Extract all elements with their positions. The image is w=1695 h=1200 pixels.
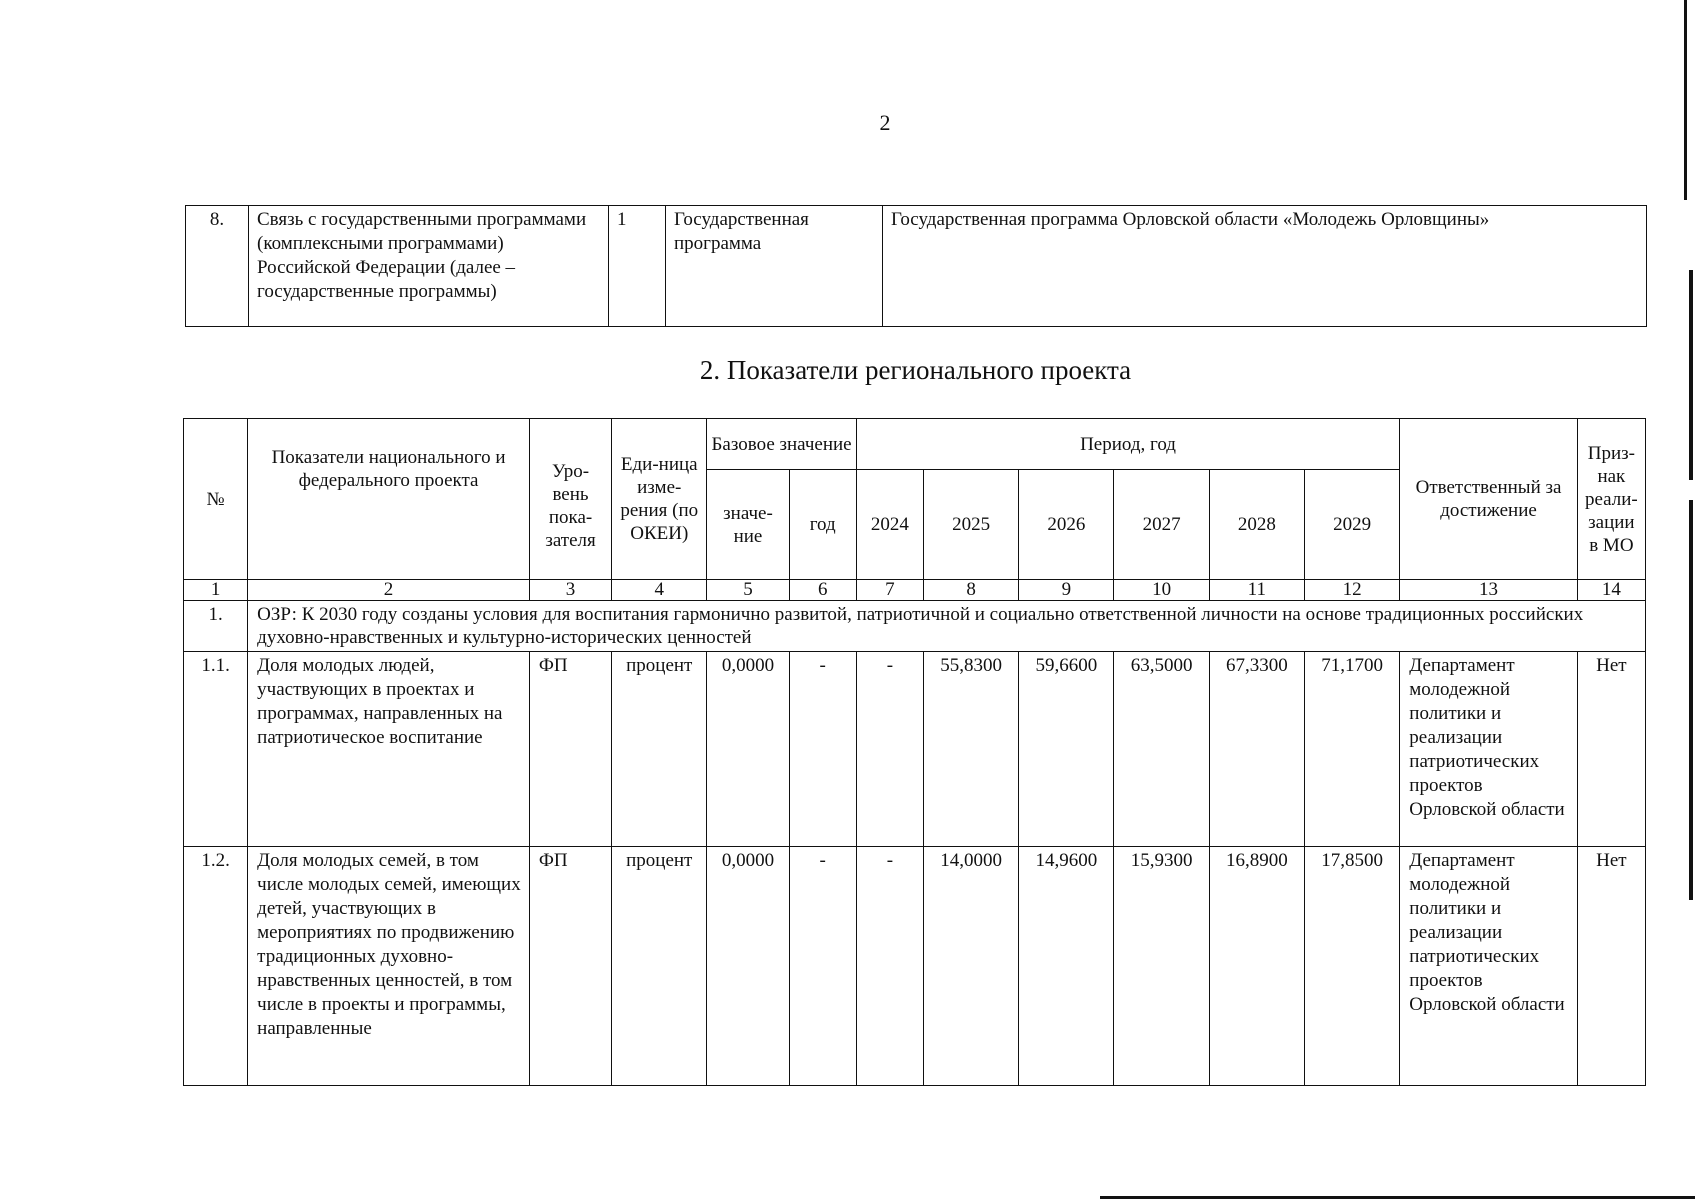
header-row-top: [184, 419, 1646, 470]
row-number: 1.2.: [184, 847, 248, 1086]
row-value-2024: -: [856, 847, 923, 1086]
goal-text: ОЗР: К 2030 году созданы условия для воспитания гармонично развитой, патриотичной и социально ответственной личности на основе традиционных российских духовно-нравственных и культурно-исторических ценностей: [248, 601, 1646, 652]
header-responsible: Ответственный за достижение: [1400, 419, 1577, 580]
header-year: 2025: [923, 470, 1018, 580]
header-base-value: значе-ние: [707, 470, 789, 580]
row-base-year: -: [789, 847, 856, 1086]
row-unit: процент: [612, 847, 707, 1086]
row-level: ФП: [529, 847, 611, 1086]
row-value-2029: 17,8500: [1304, 847, 1399, 1086]
scan-edge-mark: [1689, 500, 1693, 900]
row-mo-sign: Нет: [1577, 652, 1645, 847]
programs-row: [186, 206, 1647, 327]
section-title: 2. Показатели регионального проекта: [699, 355, 1132, 385]
column-number: 4: [612, 580, 707, 601]
row-mo-sign: Нет: [1577, 847, 1645, 1086]
header-year: 2029: [1304, 470, 1399, 580]
goal-row: [184, 601, 1646, 652]
row-indicator: Доля молодых людей, участвующих в проектах и программах, направленных на патриотическое воспитание: [248, 652, 530, 847]
column-number: 11: [1209, 580, 1304, 601]
header-year: 2027: [1114, 470, 1209, 580]
column-number: 1: [184, 580, 248, 601]
header-year: 2026: [1019, 470, 1114, 580]
indicators-table: [183, 418, 1646, 1086]
programs-row-type: Государственная программа: [666, 206, 883, 327]
programs-row-value: Государственная программа Орловской области «Молодежь Орловщины»: [883, 206, 1647, 327]
programs-row-level: 1: [609, 206, 666, 327]
header-year: 2028: [1209, 470, 1304, 580]
scan-edge-mark: [1684, 0, 1687, 200]
row-base-value: 0,0000: [707, 652, 789, 847]
column-number: 6: [789, 580, 856, 601]
row-responsible: Департамент молодежной политики и реализации патриотических проектов Орловской области: [1400, 652, 1577, 847]
row-value-2024: -: [856, 652, 923, 847]
row-base-value: 0,0000: [707, 847, 789, 1086]
programs-table: [185, 205, 1647, 327]
row-value-2028: 16,8900: [1209, 847, 1304, 1086]
row-value-2027: 15,9300: [1114, 847, 1209, 1086]
header-level: Уро-вень пока-зателя: [529, 419, 611, 580]
scan-edge-mark: [1689, 270, 1693, 480]
row-value-2025: 14,0000: [923, 847, 1018, 1086]
header-indicator: Показатели национального и федерального проекта: [248, 419, 530, 580]
row-value-2025: 55,8300: [923, 652, 1018, 847]
row-value-2026: 14,9600: [1019, 847, 1114, 1086]
column-number: 2: [248, 580, 530, 601]
row-level: ФП: [529, 652, 611, 847]
row-value-2026: 59,6600: [1019, 652, 1114, 847]
column-number: 3: [529, 580, 611, 601]
column-number: 5: [707, 580, 789, 601]
header-year: 2024: [856, 470, 923, 580]
column-number: 9: [1019, 580, 1114, 601]
row-base-year: -: [789, 652, 856, 847]
programs-row-number: 8.: [186, 206, 249, 327]
column-number: 13: [1400, 580, 1577, 601]
page-number: 2: [879, 110, 891, 135]
header-base: Базовое значение: [707, 419, 856, 470]
goal-number: 1.: [184, 601, 248, 652]
row-value-2029: 71,1700: [1304, 652, 1399, 847]
row-value-2027: 63,5000: [1114, 652, 1209, 847]
scan-edge-mark: [1100, 1196, 1695, 1199]
column-number-row: [184, 580, 1646, 601]
column-number: 14: [1577, 580, 1645, 601]
column-number: 10: [1114, 580, 1209, 601]
header-period: Период, год: [856, 419, 1400, 470]
header-mo-sign: Приз-нак реали-зации в МО: [1577, 419, 1645, 580]
row-responsible: Департамент молодежной политики и реализации патриотических проектов Орловской области: [1400, 847, 1577, 1086]
column-number: 12: [1304, 580, 1399, 601]
column-number: 7: [856, 580, 923, 601]
table-row: [184, 847, 1646, 1086]
row-value-2028: 67,3300: [1209, 652, 1304, 847]
row-indicator: Доля молодых семей, в том числе молодых семей, имеющих детей, участвующих в мероприятиях по продвижению традиционных духовно-нравственных ценностей, в том числе в проекты и программы, направленные: [248, 847, 530, 1086]
programs-row-label: Связь с государственными программами (комплексными программами) Российской Федерации (далее – государственные программы): [249, 206, 609, 327]
header-num: №: [184, 419, 248, 580]
row-number: 1.1.: [184, 652, 248, 847]
header-base-year: год: [789, 470, 856, 580]
row-unit: процент: [612, 652, 707, 847]
column-number: 8: [923, 580, 1018, 601]
table-row: [184, 652, 1646, 847]
header-unit: Еди-ница изме-рения (по ОКЕИ): [612, 419, 707, 580]
